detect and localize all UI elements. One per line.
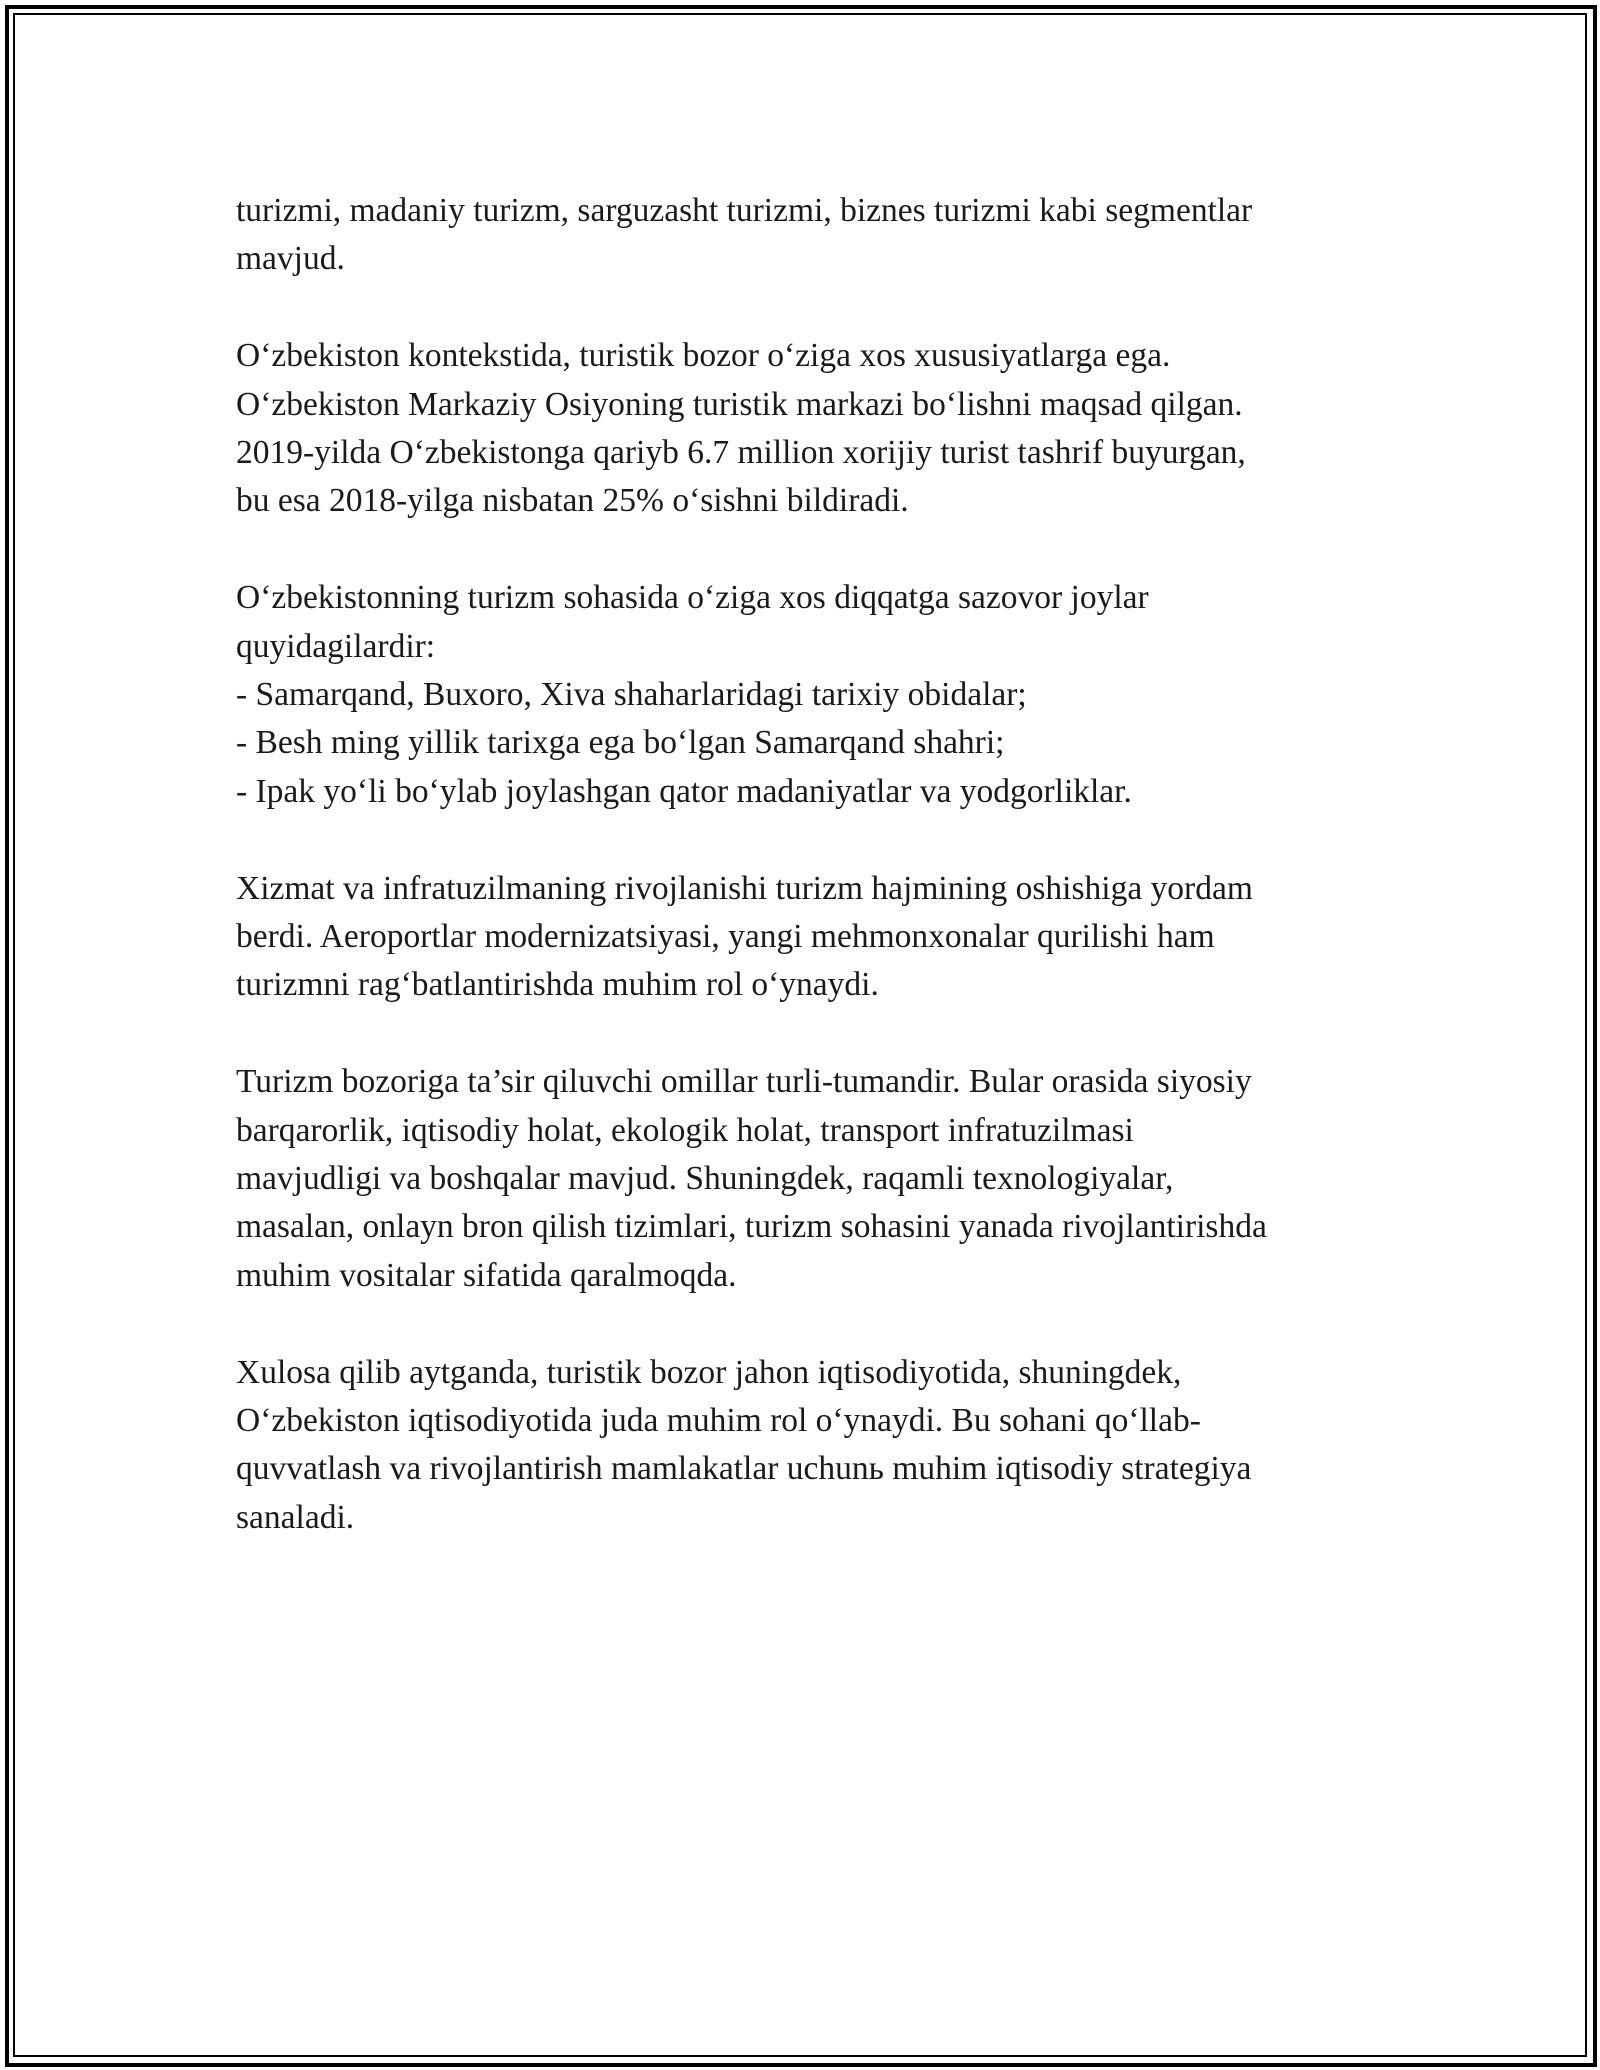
paragraph-attractions (236, 574, 1396, 816)
text-line: 2019-yilda O‘zbekistonga qariyb 6.7 million xorijiy turist tashrif buyurgan, (236, 434, 1246, 472)
paragraph-infrastructure (236, 865, 1396, 1010)
list-item: - Samarqand, Buxoro, Xiva shaharlaridagi tarixiy obidalar; (236, 676, 1027, 714)
text-line: berdi. Aeroportlar modernizatsiyasi, yangi mehmonxonalar qurilishi ham (236, 918, 1215, 956)
text-line: mavjud. (236, 240, 345, 278)
text-line: O‘zbekiston Markaziy Osiyoning turistik markazi bo‘lishni maqsad qilgan. (236, 385, 1243, 423)
text-line: Turizm bozoriga ta’sir qiluvchi omillar turli-tumandir. Bular orasida siyosiy (236, 1063, 1252, 1101)
list-item: - Besh ming yillik tarixga ega bo‘lgan Samarqand shahri; (236, 724, 1005, 762)
list-item: - Ipak yo‘li bo‘ylab joylashgan qator madaniyatlar va yodgorliklar. (236, 772, 1132, 810)
paragraph-factors (236, 1058, 1396, 1300)
text-line: muhim vositalar sifatida qaralmoqda. (236, 1256, 737, 1294)
paragraph-conclusion (236, 1349, 1396, 1543)
paragraph-segments (236, 187, 1396, 284)
text-line: O‘zbekiston kontekstida, turistik bozor o‘ziga xos xususiyatlarga ega. (236, 337, 1171, 375)
text-line: quvvatlash va rivojlantirish mamlakatlar uchunь muhim iqtisodiy strategiya (236, 1450, 1252, 1488)
text-line: Xizmat va infratuzilmaning rivojlanishi turizm hajmining oshishiga yordam (236, 869, 1253, 907)
text-line: turizmni rag‘batlantirishda muhim rol o‘ynaydi. (236, 966, 879, 1004)
text-line: sanaladi. (236, 1498, 355, 1536)
text-line: mavjudligi va boshqalar mavjud. Shuningdek, raqamli texnologiyalar, (236, 1160, 1174, 1198)
text-line: quyidagilardir: (236, 627, 436, 665)
document-body (236, 187, 1396, 1591)
text-line: turizmi, madaniy turizm, sarguzasht turizmi, biznes turizmi kabi segmentlar (236, 192, 1253, 229)
text-line: Xulosa qilib aytganda, turistik bozor jahon iqtisodiyotida, shuningdek, (236, 1353, 1182, 1391)
text-line: bu esa 2018-yilga nisbatan 25% o‘sishni bildiradi. (236, 482, 909, 520)
text-line: masalan, onlayn bron qilish tizimlari, turizm sohasini yanada rivojlantirishda (236, 1208, 1267, 1246)
text-line: O‘zbekiston iqtisodiyotida juda muhim rol o‘ynaydi. Bu sohani qo‘llab- (236, 1402, 1201, 1440)
text-line: O‘zbekistonning turizm sohasida o‘ziga xos diqqatga sazovor joylar (236, 579, 1149, 617)
paragraph-uzbekistan-context (236, 332, 1396, 526)
text-line: barqarorlik, iqtisodiy holat, ekologik holat, transport infratuzilmasi (236, 1111, 1134, 1149)
